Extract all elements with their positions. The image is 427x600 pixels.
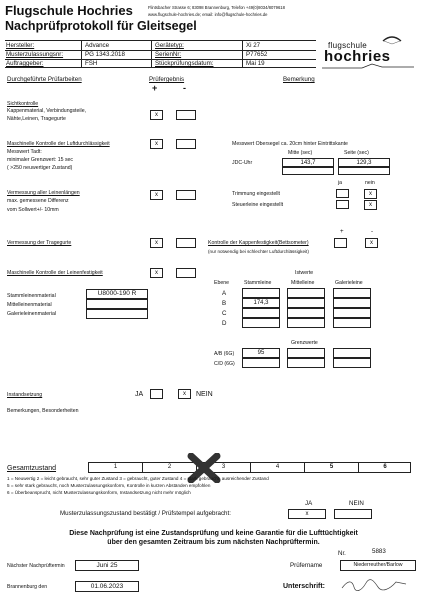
serien-value: P77652: [246, 51, 268, 58]
ab-mittel[interactable]: [287, 348, 325, 358]
ebene-b: B: [222, 300, 227, 307]
luft-mess-label: Messwert Obersegel ca. 20cm hinter Eintrittskante: [232, 141, 348, 147]
cell-a-mittel[interactable]: [287, 288, 325, 298]
mittel-material-value[interactable]: [86, 299, 148, 309]
kappen-note: (nur notwendig bei schlechter Luftdurchlässigkeit): [208, 249, 309, 254]
ebene-d: D: [222, 320, 227, 327]
scale-cell-6[interactable]: 6: [383, 464, 387, 470]
gesamt-legend-2: 5 = sehr stark gebraucht, noch Musterzulassungskonform, Kontrolle in kurzen Abständen empfohlen: [7, 483, 211, 488]
leinen-minus-checkbox[interactable]: [176, 190, 196, 200]
sicht-minus-checkbox[interactable]: [176, 110, 196, 120]
geraet-value: Xi 27: [246, 42, 261, 49]
brand-name: Flugschule Hochries: [5, 3, 133, 18]
mittel-col: Mittelleine: [291, 280, 315, 286]
ebene-a: A: [222, 290, 227, 297]
fest-title: Maschinelle Kontrolle der Leinenfestigkeit: [7, 270, 103, 276]
leinen-plus-checkbox[interactable]: x: [150, 190, 163, 200]
col-bemerkung: Bemerkung: [283, 76, 315, 83]
statement-line-1: Diese Nachprüfung ist eine Zustandsprüfung und keine Garantie für die Lufttüchtigkeit: [69, 530, 358, 537]
logo-text-top: flugschule: [328, 41, 368, 50]
ab-galerie[interactable]: [333, 348, 371, 358]
instand-nein-checkbox[interactable]: x: [178, 389, 191, 399]
kappen-minus-checkbox[interactable]: x: [365, 238, 378, 248]
muster-ja-checkbox[interactable]: x: [288, 509, 326, 519]
luft-mitte-value[interactable]: 143,7: [282, 158, 334, 167]
cell-c-stamm[interactable]: [242, 308, 280, 318]
cell-b-galerie[interactable]: [333, 298, 371, 308]
hersteller-value: Advance: [85, 42, 110, 49]
geraet-label: Gerätetyp:: [155, 42, 184, 49]
pruefname-label: Prüfername: [290, 562, 323, 569]
signature-icon: [340, 578, 410, 592]
gesamt-scale: [88, 462, 411, 473]
instand-title: Instandsetzung: [7, 392, 43, 398]
steuer-nein-checkbox[interactable]: x: [364, 200, 377, 210]
stamm-material-label: Stammleinenmaterial: [7, 293, 56, 299]
sicht-plus-checkbox[interactable]: x: [150, 110, 163, 120]
istwerte-label: Istwerte: [295, 270, 314, 276]
page-title: Nachprüfprotokoll für Gleitsegel: [5, 19, 197, 33]
sicht-title: Sichtkontrolle: [7, 101, 39, 107]
logo-mountain-icon: [322, 63, 414, 69]
leinen-ja-label: ja: [338, 180, 343, 186]
cell-d-mittel[interactable]: [287, 318, 325, 328]
trim-ja-checkbox[interactable]: [336, 189, 349, 198]
paraglider-icon: [382, 35, 402, 45]
col-pruefergebnis: Prüfergebnis: [149, 76, 185, 83]
naechster-value[interactable]: Juni 25: [75, 560, 139, 571]
pruefname-value[interactable]: Niederreuther/Barlow: [340, 560, 416, 571]
cd-label: C/D (6G): [214, 361, 235, 367]
cell-a-galerie[interactable]: [333, 288, 371, 298]
cell-a-stamm[interactable]: [242, 288, 280, 298]
gesamt-title: Gesamtzustand: [7, 465, 57, 472]
trim-label: Trimmung eingestellt: [232, 191, 280, 197]
muster-label: Musterzulassungszustand bestätigt / Prüfstempel aufgebracht:: [60, 510, 231, 517]
cell-b-mittel[interactable]: [287, 298, 325, 308]
stueck-label: Stückprüfungsdatum:: [155, 60, 214, 67]
kappen-minus-label: -: [371, 228, 374, 235]
trage-plus-checkbox[interactable]: x: [150, 238, 163, 248]
grenzwerte-label: Grenzwerte: [291, 340, 318, 346]
luft-plus-checkbox[interactable]: x: [150, 139, 163, 149]
muster-label: Musterzulassungsnr:: [6, 51, 64, 58]
cd-galerie[interactable]: [333, 358, 371, 368]
sicht-line2: Nähte,Leinen, Tragegurte: [7, 116, 66, 122]
col-minus: -: [183, 83, 186, 93]
scale-cell-3[interactable]: 3: [197, 463, 251, 472]
luft-seite-value[interactable]: 129,3: [338, 158, 390, 167]
kappen-plus-checkbox[interactable]: [334, 238, 347, 248]
leinen-line2: vom Sollwert+/- 10mm: [7, 207, 59, 213]
nr-label: Nr.: [338, 550, 346, 557]
header-web: www.flugschule-hochries.de; email: info@flugschule-hochries.de: [148, 12, 268, 17]
ebene-c: C: [222, 310, 227, 317]
hersteller-label: Hersteller:: [6, 42, 35, 49]
scale-cell-5[interactable]: 5: [305, 463, 359, 472]
cell-c-galerie[interactable]: [333, 308, 371, 318]
nr-value: 5883: [372, 548, 386, 555]
kappen-label: Kontrolle der Kappenfestigkeit(Bettsometer): [208, 240, 309, 246]
col-plus: +: [152, 83, 158, 93]
instand-nein-label: NEIN: [196, 391, 213, 398]
serien-label: SerienNr:: [155, 51, 182, 58]
stamm-material-value[interactable]: U8000-190 R: [86, 289, 148, 299]
luft-line2: minimaler Grenzwert: 15 sec: [7, 157, 74, 163]
fest-minus-checkbox[interactable]: [176, 268, 196, 278]
ab-stamm-value[interactable]: 95: [242, 348, 280, 358]
kappen-plus-label: +: [340, 228, 344, 235]
steuer-label: Steuerleine eingestellt: [232, 202, 284, 208]
instand-ja-checkbox[interactable]: [150, 389, 163, 399]
leinen-title: Vermessung aller Leinenlängen: [7, 190, 80, 196]
unterschrift-label: Unterschrift:: [283, 583, 326, 590]
gesamt-legend-1: 1 = Neuwertig 2 = leicht gebraucht, sehr guter Zustand 3 = gebraucht, guter Zustand 4 = stark gebraucht, ausreichender Zustand: [7, 476, 269, 481]
logo-text-bottom: hochries: [324, 48, 391, 65]
luft-seite-label: Seite (sec): [344, 150, 369, 156]
stueck-value: Mai 19: [246, 60, 265, 67]
trage-minus-checkbox[interactable]: [176, 238, 196, 248]
cell-c-mittel[interactable]: [287, 308, 325, 318]
gesamt-legend-3: 6 = Überbeansprucht, nicht Musterzulassungskonform, Instandsetzung nicht mehr möglich: [7, 490, 191, 495]
ort-date-value[interactable]: 01.06.2023: [75, 581, 139, 592]
scale-cell-1[interactable]: 1: [89, 463, 143, 472]
luft-line1: Messwert Tadt:: [7, 149, 42, 155]
luft-mitte-extra[interactable]: [282, 167, 334, 175]
sicht-line1: Kappenmaterial, Verbindungsteile,: [7, 108, 87, 114]
logo: [322, 35, 414, 67]
cell-d-galerie[interactable]: [333, 318, 371, 328]
luft-minus-checkbox[interactable]: [176, 139, 196, 149]
cd-mittel[interactable]: [287, 358, 325, 368]
scale-cell-4[interactable]: 4: [251, 463, 305, 472]
luft-title: Maschinelle Kontrolle der Luftdurchlässigkeit: [7, 141, 110, 147]
cell-d-stamm[interactable]: [242, 318, 280, 328]
luft-line3: ( >250 neuwertiger Zustand): [7, 165, 73, 171]
mittel-material-label: Mittelleinenmaterial: [7, 302, 52, 308]
stamm-col: Stammleine: [244, 280, 272, 286]
fest-plus-checkbox[interactable]: x: [150, 268, 163, 278]
trage-title: Vermessung der Tragegurte: [7, 240, 72, 246]
header-address: Flintsbacher Strasse 6; 83098 Brannenburg, Telefon +49(0)8034/8079618: [148, 5, 285, 10]
auftrag-value: FSH: [85, 60, 98, 67]
cd-stamm[interactable]: [242, 358, 280, 368]
muster-nein-label: NEIN: [349, 500, 364, 507]
leinen-nein-label: nein: [365, 180, 375, 186]
naechster-label: Nächster Nachprüftermin: [7, 563, 65, 569]
galerie-material-value[interactable]: [86, 309, 148, 319]
col-pruefarbeiten: Durchgeführte Prüfarbeiten: [7, 76, 82, 83]
galerie-material-label: Galerieleinenmaterial: [7, 311, 57, 317]
steuer-ja-checkbox[interactable]: [336, 200, 349, 209]
cell-b-stamm[interactable]: 174,3: [242, 298, 280, 308]
luft-mitte-label: Mitte (sec): [288, 150, 313, 156]
galerie-col: Galerieleine: [335, 280, 363, 286]
instand-ja-label: JA: [135, 391, 144, 398]
trim-nein-checkbox[interactable]: x: [364, 189, 377, 199]
luft-jdc-label: JDC-Uhr: [232, 160, 253, 166]
muster-value: PG 1343.2018: [85, 51, 125, 58]
ort-label: Brannenburg den: [7, 584, 48, 590]
statement-line-2: über den gesamten Zeitraum bis zum nächsten Nachprüftermin.: [107, 539, 320, 546]
ab-label: A/B (6G): [214, 351, 235, 357]
auftrag-label: Auftraggeber:: [6, 60, 44, 67]
ebene-label: Ebene: [214, 280, 230, 286]
muster-nein-checkbox[interactable]: [334, 509, 372, 519]
luft-seite-extra[interactable]: [338, 167, 390, 175]
muster-ja-label: JA: [305, 500, 313, 507]
leinen-line1: max. gemessene Differenz: [7, 198, 69, 204]
scale-cell-2[interactable]: 2: [143, 463, 197, 472]
info-table: [5, 40, 316, 68]
bemerkungen-label: Bemerkungen, Besonderheiten: [7, 408, 79, 414]
